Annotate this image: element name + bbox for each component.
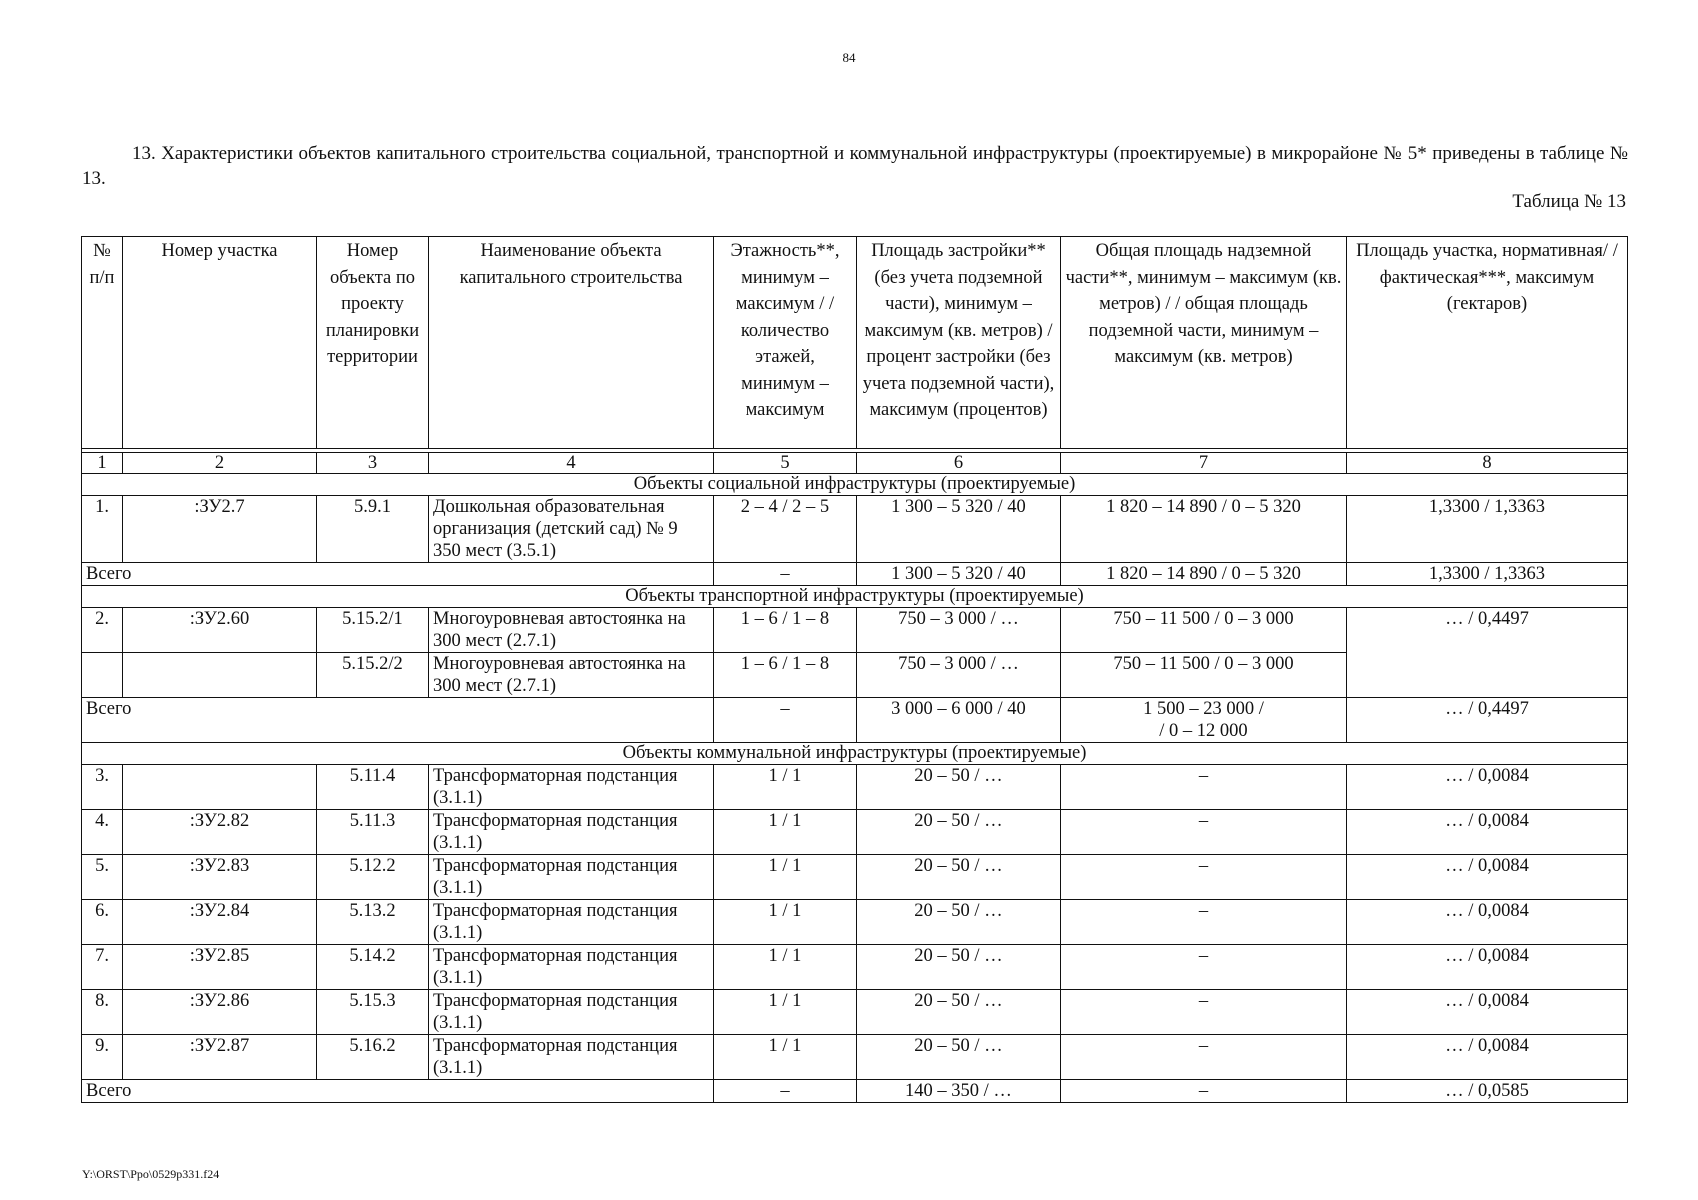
floors-value: 1 / 1 (714, 945, 857, 990)
floors-value: 2 – 4 / 2 – 5 (714, 496, 857, 563)
object-name: Трансформаторная подстанция (3.1.1) (429, 765, 714, 810)
total-label: Всего (82, 698, 714, 743)
row-number: 9. (82, 1035, 123, 1080)
row-number: 7. (82, 945, 123, 990)
table-row (82, 1035, 1628, 1080)
floors-value: – (714, 1080, 857, 1103)
column-numbers-row (82, 453, 1628, 474)
land-value: … / 0,0084 (1347, 1035, 1628, 1080)
total-area-line: 1 500 – 23 000 / (1143, 699, 1264, 719)
area-value: 20 – 50 / … (857, 765, 1061, 810)
object-number: 5.12.2 (317, 855, 429, 900)
total-area-value: 750 – 11 500 / 0 – 3 000 (1061, 608, 1347, 653)
land-value: 1,3300 / 1,3363 (1347, 563, 1628, 586)
object-number: 5.13.2 (317, 900, 429, 945)
floors-value: – (714, 698, 857, 743)
area-value: 750 – 3 000 / … (857, 653, 1061, 698)
total-row (82, 1080, 1628, 1103)
land-value: … / 0,4497 (1347, 608, 1628, 698)
header-area: Площадь застройки** (без учета подземной части), минимум – максимум (кв. метров) / процент застройки (без учета подземной части), максимум (процентов) (857, 237, 1061, 449)
col-number: 5 (714, 453, 857, 474)
row-number: 2. (82, 608, 123, 653)
header-land: Площадь участка, нормативная/ / фактическая***, максимум (гектаров) (1347, 237, 1628, 449)
header-name: Наименование объекта капитального строительства (429, 237, 714, 449)
floors-value: 1 / 1 (714, 810, 857, 855)
land-value: … / 0,0084 (1347, 810, 1628, 855)
table-row (82, 990, 1628, 1035)
total-row (82, 563, 1628, 586)
total-area-value: – (1061, 1080, 1347, 1103)
total-area-value: – (1061, 855, 1347, 900)
plot-number (123, 653, 317, 698)
section-title: Объекты социальной инфраструктуры (проектируемые) (82, 474, 1628, 496)
plot-number: :ЗУ2.82 (123, 810, 317, 855)
section-row (82, 474, 1628, 496)
table-row (82, 900, 1628, 945)
col-number: 4 (429, 453, 714, 474)
file-path-footer: Y:\ORST\Ppo\0529p331.f24 (82, 1167, 220, 1181)
table-row (82, 496, 1628, 563)
header-plot: Номер участка (123, 237, 317, 449)
land-value: … / 0,0084 (1347, 990, 1628, 1035)
floors-value: 1 / 1 (714, 765, 857, 810)
object-number: 5.11.3 (317, 810, 429, 855)
area-value: 20 – 50 / … (857, 945, 1061, 990)
land-value: … / 0,0585 (1347, 1080, 1628, 1103)
section-title: Объекты коммунальной инфраструктуры (проектируемые) (82, 743, 1628, 765)
col-number: 7 (1061, 453, 1347, 474)
area-value: 1 300 – 5 320 / 40 (857, 496, 1061, 563)
area-value: 140 – 350 / … (857, 1080, 1061, 1103)
land-value: … / 0,0084 (1347, 765, 1628, 810)
table-row (82, 855, 1628, 900)
object-name: Трансформаторная подстанция (3.1.1) (429, 1035, 714, 1080)
total-label: Всего (82, 1080, 714, 1103)
col-number: 3 (317, 453, 429, 474)
floors-value: 1 / 1 (714, 1035, 857, 1080)
floors-value: – (714, 563, 857, 586)
object-number: 5.15.2/2 (317, 653, 429, 698)
row-number: 3. (82, 765, 123, 810)
section-row (82, 743, 1628, 765)
section-row (82, 586, 1628, 608)
area-value: 1 300 – 5 320 / 40 (857, 563, 1061, 586)
total-area-value: – (1061, 900, 1347, 945)
plot-number (123, 765, 317, 810)
object-name: Многоуровневая автостоянка на 300 мест (2.7.1) (429, 608, 714, 653)
section-title: Объекты транспортной инфраструктуры (проектируемые) (82, 586, 1628, 608)
plot-number: :ЗУ2.85 (123, 945, 317, 990)
table-row (82, 765, 1628, 810)
land-value: … / 0,4497 (1347, 698, 1628, 743)
floors-value: 1 / 1 (714, 855, 857, 900)
object-name: Дошкольная образовательная организация (детский сад) № 9 350 мест (3.5.1) (429, 496, 714, 563)
header-total-area: Общая площадь надземной части**, минимум – максимум (кв. метров) / / общая площадь подземной части, минимум – максимум (кв. метров) (1061, 237, 1347, 449)
total-area-value: – (1061, 765, 1347, 810)
total-label: Всего (82, 563, 714, 586)
area-value: 20 – 50 / … (857, 1035, 1061, 1080)
area-value: 3 000 – 6 000 / 40 (857, 698, 1061, 743)
object-name: Трансформаторная подстанция (3.1.1) (429, 990, 714, 1035)
total-area-value (1061, 698, 1347, 743)
area-value: 750 – 3 000 / … (857, 608, 1061, 653)
table-caption: Таблица № 13 (1512, 191, 1626, 212)
plot-number: :ЗУ2.7 (123, 496, 317, 563)
land-value: … / 0,0084 (1347, 900, 1628, 945)
characteristics-table (81, 236, 1628, 1103)
land-value: … / 0,0084 (1347, 945, 1628, 990)
area-value: 20 – 50 / … (857, 810, 1061, 855)
table-row (82, 945, 1628, 990)
row-number: 6. (82, 900, 123, 945)
object-name: Трансформаторная подстанция (3.1.1) (429, 810, 714, 855)
area-value: 20 – 50 / … (857, 855, 1061, 900)
object-name: Трансформаторная подстанция (3.1.1) (429, 900, 714, 945)
object-number: 5.15.3 (317, 990, 429, 1035)
header-object: Номер объекта по проекту планировки территории (317, 237, 429, 449)
floors-value: 1 – 6 / 1 – 8 (714, 653, 857, 698)
object-number: 5.14.2 (317, 945, 429, 990)
area-value: 20 – 50 / … (857, 990, 1061, 1035)
total-area-value: – (1061, 990, 1347, 1035)
table-row (82, 810, 1628, 855)
object-name: Трансформаторная подстанция (3.1.1) (429, 855, 714, 900)
table-row (82, 608, 1628, 653)
row-number: 5. (82, 855, 123, 900)
plot-number: :ЗУ2.60 (123, 608, 317, 653)
total-area-value: – (1061, 1035, 1347, 1080)
row-number (82, 653, 123, 698)
plot-number: :ЗУ2.83 (123, 855, 317, 900)
plot-number: :ЗУ2.84 (123, 900, 317, 945)
object-number: 5.15.2/1 (317, 608, 429, 653)
object-number: 5.11.4 (317, 765, 429, 810)
object-number: 5.16.2 (317, 1035, 429, 1080)
intro-paragraph: 13. Характеристики объектов капитального строительства социальной, транспортной и коммунальной инфраструктуры (проектируемые) в микрорайоне № 5* приведены в таблице № 13. (82, 143, 1628, 189)
header-row (82, 237, 1628, 449)
row-number: 1. (82, 496, 123, 563)
object-name: Многоуровневая автостоянка на 300 мест (2.7.1) (429, 653, 714, 698)
floors-value: 1 – 6 / 1 – 8 (714, 608, 857, 653)
object-name: Трансформаторная подстанция (3.1.1) (429, 945, 714, 990)
col-number: 1 (82, 453, 123, 474)
floors-value: 1 / 1 (714, 900, 857, 945)
land-value: … / 0,0084 (1347, 855, 1628, 900)
total-area-value: – (1061, 810, 1347, 855)
header-num: № п/п (82, 237, 123, 449)
plot-number: :ЗУ2.87 (123, 1035, 317, 1080)
area-value: 20 – 50 / … (857, 900, 1061, 945)
col-number: 6 (857, 453, 1061, 474)
plot-number: :ЗУ2.86 (123, 990, 317, 1035)
header-floors: Этажность**, минимум – максимум / / количество этажей, минимум – максимум (714, 237, 857, 449)
col-number: 8 (1347, 453, 1628, 474)
total-area-value: – (1061, 945, 1347, 990)
total-area-value: 1 820 – 14 890 / 0 – 5 320 (1061, 563, 1347, 586)
total-area-value: 750 – 11 500 / 0 – 3 000 (1061, 653, 1347, 698)
row-number: 8. (82, 990, 123, 1035)
total-area-value: 1 820 – 14 890 / 0 – 5 320 (1061, 496, 1347, 563)
total-row (82, 698, 1628, 743)
col-number: 2 (123, 453, 317, 474)
total-area-line: / 0 – 12 000 (1159, 721, 1248, 741)
page-number: 84 (842, 50, 856, 65)
row-number: 4. (82, 810, 123, 855)
object-number: 5.9.1 (317, 496, 429, 563)
floors-value: 1 / 1 (714, 990, 857, 1035)
land-value: 1,3300 / 1,3363 (1347, 496, 1628, 563)
